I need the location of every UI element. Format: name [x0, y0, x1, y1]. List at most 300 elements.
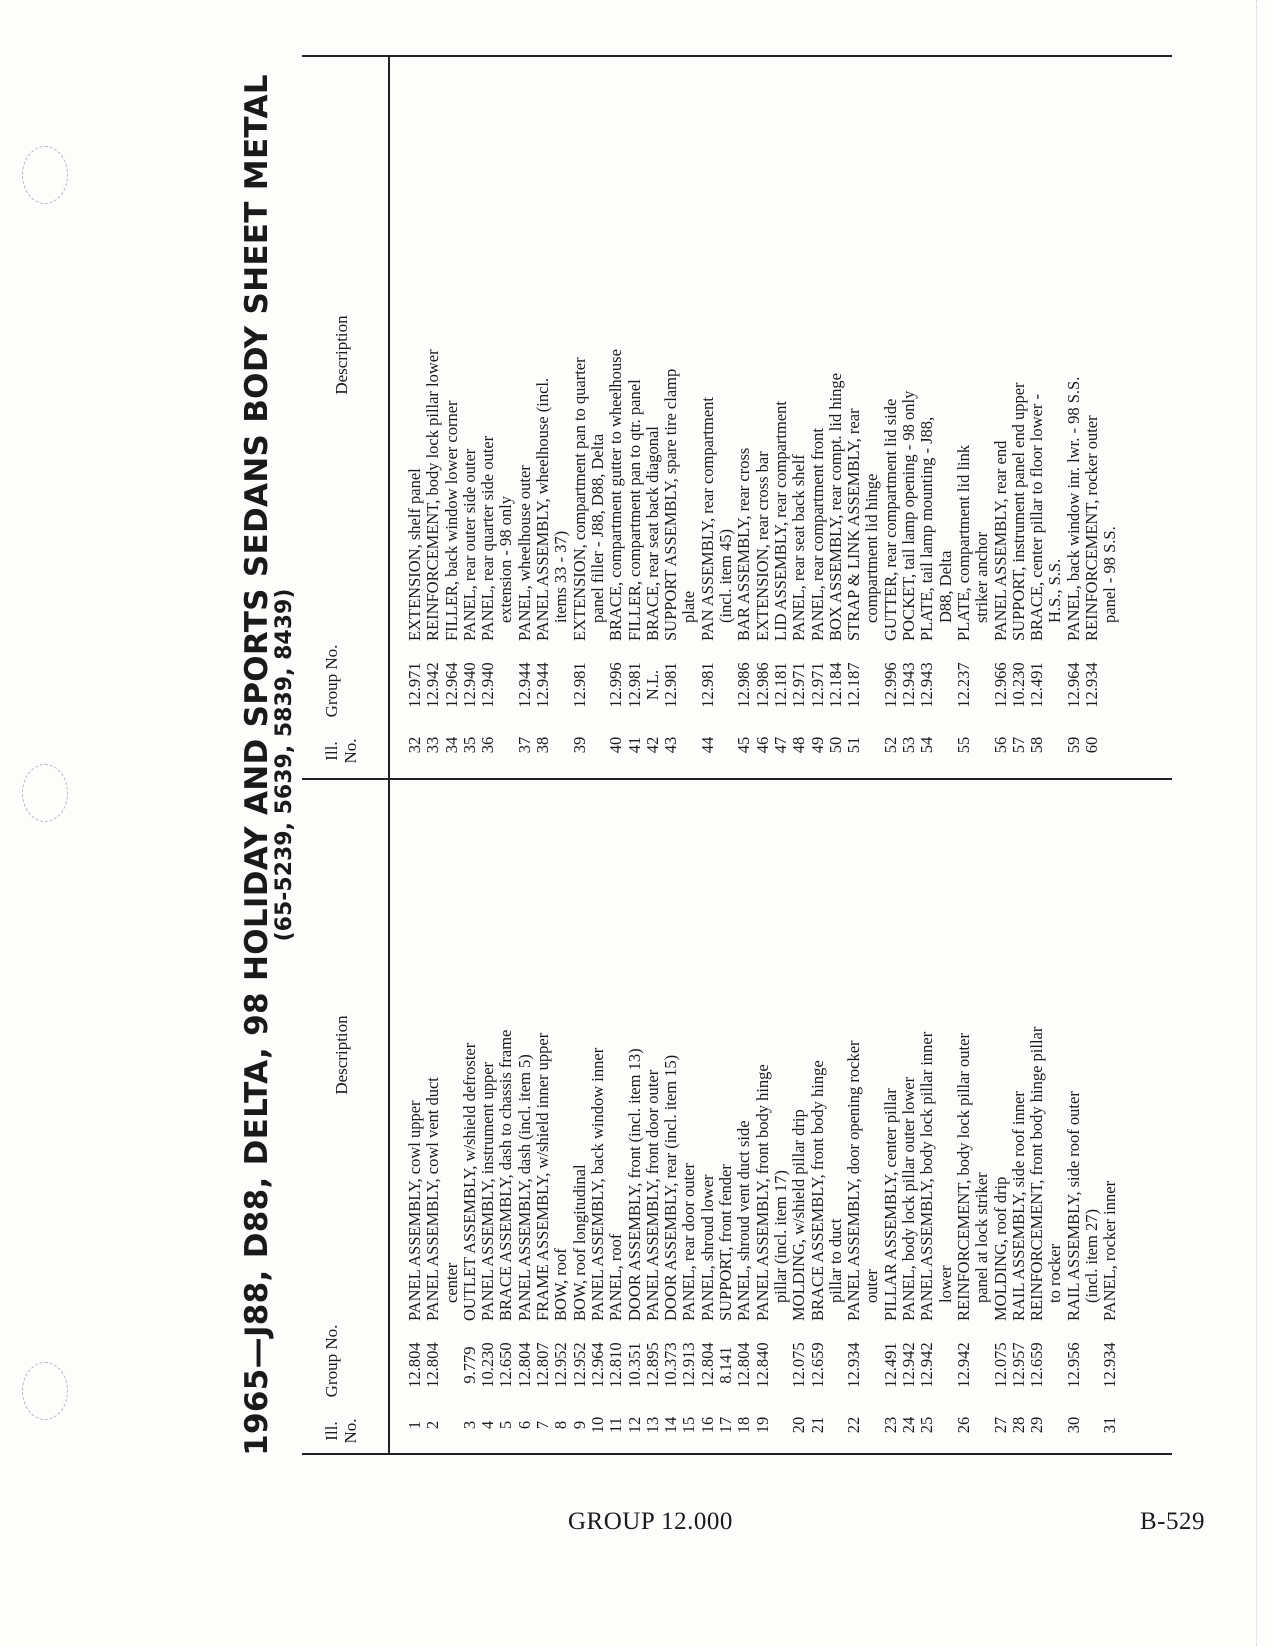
part-description: center [441, 1262, 461, 1303]
part-description: PAN ASSEMBLY, rear compartment [697, 396, 717, 641]
table-row [772, 65, 790, 765]
part-description: STRAP & LINK ASSEMBLY, rear [844, 408, 864, 641]
part-description: PANEL, back window inr. lwr. - 98 S.S. [1063, 376, 1083, 641]
group-number: 10.351 [624, 1342, 644, 1388]
table-row [626, 65, 644, 765]
group-number: 12.986 [734, 662, 754, 708]
table-row [644, 785, 662, 1445]
table-row [571, 785, 589, 1445]
page-edge [1256, 0, 1257, 1646]
part-description: MOLDING, roof drip [990, 1176, 1010, 1321]
ill-number: 9 [569, 1420, 589, 1430]
table-row [589, 785, 607, 1445]
footer-page-number: B-529 [1140, 1508, 1205, 1535]
table-row [406, 785, 424, 1445]
group-number: 12.971 [807, 662, 827, 708]
table-row [534, 65, 552, 765]
group-number: 12.804 [697, 1342, 717, 1388]
ill-number: 21 [807, 1416, 827, 1434]
table-row [497, 785, 515, 1445]
ill-number: 43 [661, 736, 681, 754]
part-description: BOW, roof longitudinal [569, 1164, 589, 1321]
table-row [461, 785, 479, 1445]
table-row [992, 785, 1010, 1445]
ill-number: 46 [752, 736, 772, 754]
table-row [607, 785, 625, 1445]
ill-number: 55 [953, 736, 973, 754]
group-number [863, 1325, 881, 1405]
ill-number: 12 [624, 1416, 644, 1434]
table-row [1083, 785, 1101, 1445]
part-description: RAIL ASSEMBLY, side roof outer [1063, 1091, 1083, 1321]
ill-number: 45 [734, 736, 754, 754]
part-description: PANEL ASSEMBLY, wheelhouse (incl. [533, 377, 553, 641]
part-description: PANEL ASSEMBLY, door opening rocker [844, 1040, 864, 1321]
table-row [424, 65, 442, 765]
table-row [406, 65, 424, 765]
group-number [863, 645, 881, 725]
part-description: PANEL ASSEMBLY, rear end [990, 440, 1010, 641]
part-description: PLATE, tail lamp mounting - J88, [917, 416, 937, 641]
table-row [1010, 785, 1028, 1445]
page-subtitle: (65-5239, 5639, 5839, 8439) [272, 588, 297, 942]
part-description: PLATE, compartment lid link [953, 444, 973, 641]
ill-number [589, 725, 607, 765]
part-description: DOOR ASSEMBLY, front (incl. item 13) [624, 1048, 644, 1321]
ill-number: 8 [551, 1420, 571, 1430]
group-number: 12.895 [642, 1342, 662, 1388]
ill-number: 6 [514, 1420, 534, 1430]
ill-number [863, 725, 881, 765]
part-description: PANEL ASSEMBLY, front door outer [642, 1069, 662, 1321]
table-row [845, 785, 863, 1445]
table-row [644, 65, 662, 765]
group-number: 12.934 [1081, 662, 1101, 708]
group-number: 8.141 [716, 1346, 736, 1384]
table-row [973, 785, 991, 1445]
group-number: 12.943 [917, 662, 937, 708]
table-row [900, 65, 918, 765]
group-number: 12.981 [624, 662, 644, 708]
table-row [955, 785, 973, 1445]
header-ill-left: Ill. No. [322, 1418, 360, 1444]
ill-number: 56 [990, 736, 1010, 754]
ill-number: 28 [1008, 1416, 1028, 1434]
table-row [443, 785, 461, 1445]
group-number: 12.491 [880, 1342, 900, 1388]
part-description: DOOR ASSEMBLY, rear (incl. item 15) [661, 1054, 681, 1321]
part-description: BRACE, center pillar to floor lower - [1027, 394, 1047, 641]
punch-hole-bottom [22, 1362, 68, 1420]
ill-number: 38 [533, 736, 553, 754]
table-row [1101, 785, 1119, 1445]
group-number [680, 645, 698, 725]
group-number: 12.943 [899, 662, 919, 708]
part-description: SUPPORT, front fender [716, 1164, 736, 1321]
punch-hole-middle [22, 764, 68, 822]
group-number [1046, 1325, 1064, 1405]
ill-number: 40 [606, 736, 626, 754]
part-description: GUTTER, rear compartment lid side [880, 398, 900, 641]
group-number: 12.996 [606, 662, 626, 708]
table-row [790, 785, 808, 1445]
parts-table [302, 55, 1172, 1455]
ill-number [1083, 1405, 1101, 1445]
ill-number [1101, 725, 1119, 765]
ill-number [973, 725, 991, 765]
part-description: lower [935, 1265, 955, 1303]
group-number: 12.940 [459, 662, 479, 708]
group-number [973, 645, 991, 725]
table-row [863, 785, 881, 1445]
group-number: 12.659 [1027, 1342, 1047, 1388]
part-description: PANEL, shroud vent duct side [734, 1120, 754, 1321]
header-ill-right: Ill. No. [322, 738, 360, 764]
table-row [626, 785, 644, 1445]
group-number: 12.942 [917, 1342, 937, 1388]
ill-number: 58 [1027, 736, 1047, 754]
group-number: 12.181 [770, 662, 790, 708]
ill-number: 1 [405, 1420, 424, 1430]
table-row [497, 65, 515, 765]
group-number: 12.237 [953, 662, 973, 708]
table-row [443, 65, 461, 765]
group-number: 12.957 [1008, 1342, 1028, 1388]
group-number: 12.840 [752, 1342, 772, 1388]
ill-number: 31 [1100, 1416, 1120, 1434]
ill-number: 39 [569, 736, 589, 754]
group-number: 12.966 [990, 662, 1010, 708]
group-number: 12.804 [514, 1342, 534, 1388]
part-description: PANEL, rear door outer [679, 1163, 699, 1321]
table-row [461, 65, 479, 765]
group-number: 12.964 [587, 1342, 607, 1388]
table-center-divider [302, 778, 1172, 780]
part-description: PANEL ASSEMBLY, cowl upper [405, 1100, 424, 1321]
group-number: 12.981 [661, 662, 681, 708]
part-description: BRACE ASSEMBLY, front body hinge [807, 1060, 827, 1321]
ill-number: 44 [697, 736, 717, 754]
part-description: pillar to duct [825, 1218, 845, 1303]
header-group-left: Group No. [322, 1324, 341, 1398]
group-number [443, 1325, 461, 1405]
table-row [955, 65, 973, 765]
group-number [1083, 1325, 1101, 1405]
part-description: items 33 - 37) [551, 530, 571, 623]
group-number: 12.810 [606, 1342, 626, 1388]
ill-number [863, 1405, 881, 1445]
part-description: REINFORCEMENT, front body hinge pillar [1027, 1026, 1047, 1321]
part-description: panel filler - J88, D88, Delta [587, 433, 607, 623]
ill-number: 13 [642, 1416, 662, 1434]
part-description: plate [679, 590, 699, 623]
table-row [1065, 65, 1083, 765]
header-group-right: Group No. [322, 644, 341, 718]
group-number: 12.981 [569, 662, 589, 708]
group-number: 12.971 [789, 662, 809, 708]
part-description: PANEL, body lock pillar outer lower [899, 1076, 919, 1321]
ill-number: 57 [1008, 736, 1028, 754]
table-header-rule [388, 55, 390, 1455]
part-description: PANEL, rear seat back shelf [789, 454, 809, 641]
part-description: RAIL ASSEMBLY, side roof inner [1008, 1091, 1028, 1321]
table-row [863, 65, 881, 765]
group-number: 12.913 [679, 1342, 699, 1388]
group-number: 12.804 [405, 1342, 424, 1388]
part-description: D88, Delta [935, 550, 955, 623]
group-number: N.L. [642, 669, 662, 701]
part-description: MOLDING, w/shield pillar drip [789, 1109, 809, 1321]
group-number [1046, 645, 1064, 725]
group-number: 12.650 [496, 1342, 516, 1388]
table-row [516, 785, 534, 1445]
header-description-left: Description [332, 1015, 351, 1095]
ill-number: 27 [990, 1416, 1010, 1434]
table-row [717, 65, 735, 765]
group-number: 12.964 [1063, 662, 1083, 708]
ill-number: 52 [880, 736, 900, 754]
group-number: 12.807 [533, 1342, 553, 1388]
ill-number [1046, 725, 1064, 765]
part-description: EXTENSION, shelf panel [405, 468, 424, 641]
table-row [1010, 65, 1028, 765]
group-number: 12.491 [1027, 662, 1047, 708]
group-number [827, 1325, 845, 1405]
ill-number: 53 [899, 736, 919, 754]
part-description: SUPPORT, instrument panel end upper [1008, 382, 1028, 641]
table-row [754, 65, 772, 765]
ill-number: 18 [734, 1416, 754, 1434]
group-number: 12.952 [551, 1342, 571, 1388]
part-description: OUTLET ASSEMBLY, w/shield defroster [459, 1042, 479, 1321]
ill-number: 26 [953, 1416, 973, 1434]
group-number [772, 1325, 790, 1405]
left-column-rows [406, 785, 1120, 1445]
table-row [937, 65, 955, 765]
ill-number: 3 [459, 1420, 479, 1430]
part-description: H.S., S.S. [1045, 558, 1065, 623]
group-number [973, 1325, 991, 1405]
ill-number: 50 [825, 736, 845, 754]
ill-number: 47 [770, 736, 790, 754]
table-row [827, 785, 845, 1445]
group-number [937, 645, 955, 725]
table-row [882, 785, 900, 1445]
ill-number: 10 [587, 1416, 607, 1434]
group-number: 12.942 [953, 1342, 973, 1388]
part-description: panel - 98 S.S. [1100, 526, 1120, 623]
table-row [552, 65, 570, 765]
footer-group-label: GROUP 12.000 [568, 1508, 733, 1535]
group-number: 12.804 [734, 1342, 754, 1388]
ill-number: 59 [1063, 736, 1083, 754]
group-number: 12.942 [899, 1342, 919, 1388]
ill-number: 36 [478, 736, 498, 754]
ill-number: 48 [789, 736, 809, 754]
group-number: 10.230 [478, 1342, 498, 1388]
right-column-rows [406, 65, 1120, 765]
ill-number: 37 [514, 736, 534, 754]
part-description: BOW, roof [551, 1248, 571, 1321]
ill-number: 33 [423, 736, 443, 754]
part-description: BRACE ASSEMBLY, dash to chassis frame [496, 1029, 516, 1321]
part-description: FRAME ASSEMBLY, w/shield inner upper [533, 1032, 553, 1321]
group-number [1101, 645, 1119, 725]
ill-number [497, 725, 515, 765]
table-row [809, 785, 827, 1445]
ill-number: 23 [880, 1416, 900, 1434]
group-number: 12.804 [423, 1342, 443, 1388]
part-description: striker anchor [972, 531, 992, 623]
part-description: PANEL ASSEMBLY, front body hinge [752, 1064, 772, 1321]
part-description: SUPPORT ASSEMBLY, spare tire clamp [661, 368, 681, 641]
table-left-border [302, 1453, 1172, 1455]
group-number [589, 645, 607, 725]
ill-number: 49 [807, 736, 827, 754]
part-description: PANEL ASSEMBLY, instrument upper [478, 1061, 498, 1321]
ill-number: 4 [478, 1420, 498, 1430]
ill-number: 35 [459, 736, 479, 754]
ill-number [973, 1405, 991, 1445]
ill-number [937, 725, 955, 765]
part-description: BAR ASSEMBLY, rear cross [734, 447, 754, 641]
table-row [680, 785, 698, 1445]
ill-number: 34 [441, 736, 461, 754]
ill-number: 14 [661, 1416, 681, 1434]
group-number: 12.986 [752, 662, 772, 708]
group-number [937, 1325, 955, 1405]
table-row [534, 785, 552, 1445]
group-number: 12.996 [880, 662, 900, 708]
ill-number [443, 1405, 461, 1445]
group-number [717, 645, 735, 725]
punch-hole-top [22, 146, 68, 204]
ill-number: 60 [1081, 736, 1101, 754]
ill-number: 24 [899, 1416, 919, 1434]
table-row [699, 65, 717, 765]
part-description: PANEL, wheelhouse outer [514, 465, 534, 641]
part-description: LID ASSEMBLY, rear compartment [770, 400, 790, 641]
part-description: PANEL, rear compartment front [807, 428, 827, 641]
page-title: 1965—J88, D88, DELTA, 98 HOLIDAY AND SPORTS SEDANS BODY SHEET METAL [239, 74, 275, 1456]
group-number: 9.779 [459, 1346, 479, 1384]
table-row [424, 785, 442, 1445]
ill-number: 19 [752, 1416, 772, 1434]
ill-number [552, 725, 570, 765]
group-number: 12.944 [514, 662, 534, 708]
group-number: 12.934 [844, 1342, 864, 1388]
table-row [552, 785, 570, 1445]
group-number: 12.075 [990, 1342, 1010, 1388]
part-description: pillar (incl. item 17) [770, 1170, 790, 1303]
group-number: 12.934 [1100, 1342, 1120, 1388]
ill-number: 11 [606, 1417, 626, 1433]
part-description: extension - 98 only [496, 496, 516, 623]
table-row [717, 785, 735, 1445]
table-row [809, 65, 827, 765]
table-row [790, 65, 808, 765]
group-number: 12.956 [1063, 1342, 1083, 1388]
part-description: PILLAR ASSEMBLY, center pillar [880, 1088, 900, 1321]
table-row [607, 65, 625, 765]
table-row [754, 785, 772, 1445]
group-number: 12.964 [441, 662, 461, 708]
part-description: PANEL, roof [606, 1233, 626, 1321]
part-description: (incl. item 45) [716, 529, 736, 623]
group-number: 12.184 [825, 662, 845, 708]
part-description: POCKET, tail lamp opening - 98 only [899, 390, 919, 641]
table-row [845, 65, 863, 765]
table-row [479, 785, 497, 1445]
group-number: 10.230 [1008, 662, 1028, 708]
table-row [516, 65, 534, 765]
table-row [1046, 65, 1064, 765]
table-row [882, 65, 900, 765]
table-row [479, 65, 497, 765]
header-description-right: Description [332, 315, 351, 395]
part-description: PANEL, rocker inner [1100, 1180, 1120, 1321]
group-number: 12.981 [697, 662, 717, 708]
ill-number [827, 1405, 845, 1445]
table-row [827, 65, 845, 765]
part-description: PANEL, rear outer side outer [459, 448, 479, 641]
part-description: FILLER, back window lower corner [441, 400, 461, 641]
table-row [735, 785, 753, 1445]
group-number: 12.659 [807, 1342, 827, 1388]
part-description: REINFORCEMENT, rocker outer [1081, 415, 1101, 641]
part-description: to rocker [1045, 1243, 1065, 1303]
group-number: 12.075 [789, 1342, 809, 1388]
ill-number: 25 [917, 1416, 937, 1434]
ill-number [1046, 1405, 1064, 1445]
table-right-border [302, 55, 1172, 57]
table-row [937, 785, 955, 1445]
table-row [1028, 785, 1046, 1445]
part-description: EXTENSION, compartment pan to quarter [569, 357, 589, 641]
part-description: PANEL ASSEMBLY, back window inner [587, 1047, 607, 1321]
table-row [992, 65, 1010, 765]
ill-number: 54 [917, 736, 937, 754]
group-number: 12.944 [533, 662, 553, 708]
part-description: BRACE, rear seat back diagonal [642, 426, 662, 641]
part-description: panel at lock striker [972, 1172, 992, 1303]
ill-number: 51 [844, 736, 864, 754]
ill-number: 5 [496, 1420, 516, 1430]
ill-number: 17 [716, 1416, 736, 1434]
group-number [552, 645, 570, 725]
ill-number: 32 [405, 736, 424, 754]
table-row [662, 65, 680, 765]
part-description: REINFORCEMENT, body lock pillar lower [423, 349, 443, 641]
group-number: 12.971 [405, 662, 424, 708]
group-number: 10.373 [661, 1342, 681, 1388]
part-description: EXTENSION, rear cross bar [752, 451, 772, 641]
table-row [900, 785, 918, 1445]
ill-number [680, 725, 698, 765]
table-row [662, 785, 680, 1445]
part-description: outer [862, 1269, 882, 1303]
ill-number: 2 [423, 1420, 443, 1430]
ill-number: 30 [1063, 1416, 1083, 1434]
table-row [772, 785, 790, 1445]
table-row [571, 65, 589, 765]
rotated-page-content [240, 55, 1175, 1475]
part-description: PANEL ASSEMBLY, dash (incl. item 5) [514, 1054, 534, 1321]
table-row [1101, 65, 1119, 765]
group-number: 12.187 [844, 662, 864, 708]
table-row [973, 65, 991, 765]
table-row [1083, 65, 1101, 765]
